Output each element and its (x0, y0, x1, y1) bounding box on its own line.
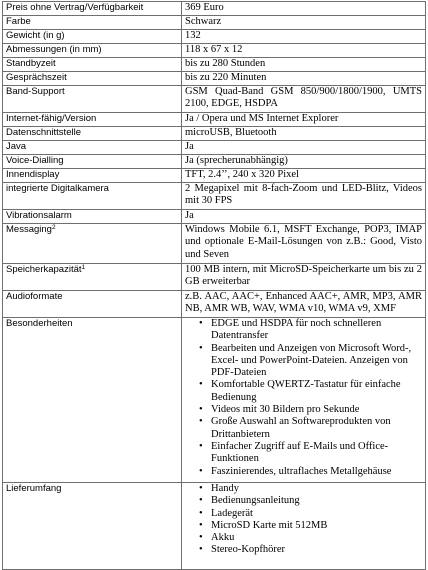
list-item: • Bearbeiten und Anzeigen von Microsoft Word-, Excel- und PowerPoint-Dateien. Anzeigen von PDF-Dateien (185, 343, 422, 380)
row-label: Preis ohne Vertrag/Verfügbarkeit (3, 2, 182, 16)
list-item: • Komfortable QWERTZ-Tastatur für einfache Bedienung (185, 379, 422, 404)
row-label: Lieferumfang (3, 483, 182, 570)
row-value: Ja / Opera und MS Internet Explorer (182, 113, 426, 127)
row-value: 118 x 67 x 12 (182, 44, 426, 58)
row-label-text: Speicherkapazität (6, 264, 82, 275)
list-item: • MicroSD Karte mit 512MB (185, 520, 422, 532)
spec-table (2, 1, 426, 570)
row-label: Vibrationsalarm (3, 210, 182, 224)
row-label: Datenschnittstelle (3, 127, 182, 141)
row-value: z.B. AAC, AAC+, Enhanced AAC+, AMR, MP3, AMR NB, AMR WB, WAV, WMA v10, WMA v9, XMF (182, 291, 426, 318)
list-item: • Akku (185, 532, 422, 544)
table-row (3, 224, 426, 264)
row-value: Ja (sprecherunabhängig) (182, 155, 426, 169)
list-item: • EDGE und HSDPA für noch schnelleren Datentransfer (185, 318, 422, 343)
table-row (3, 113, 426, 127)
row-value: GSM Quad-Band GSM 850/900/1800/1900, UMTS 2100, EDGE, HSDPA (182, 86, 426, 113)
row-value: Windows Mobile 6.1, MSFT Exchange, POP3, IMAP und optionale E-Mail-Lösungen von z.B.: Good, Visto und Seven (182, 224, 426, 264)
besonderheiten-list-cell (182, 318, 426, 483)
row-label: Internet-fähig/Version (3, 113, 182, 127)
list-item: • Faszinierendes, ultraflaches Metallgehäuse (185, 466, 422, 478)
table-row (3, 86, 426, 113)
row-label: Gesprächszeit (3, 72, 182, 86)
row-value: 100 MB intern, mit MicroSD-Speicherkarte um bis zu 2 GB erweiterbar (182, 264, 426, 291)
row-label: integrierte Digitalkamera (3, 183, 182, 210)
list-item: • Handy (185, 483, 422, 495)
row-label: Abmessungen (in mm) (3, 44, 182, 58)
row-label: Standbyzeit (3, 58, 182, 72)
table-row (3, 291, 426, 318)
table-row (3, 155, 426, 169)
row-label: Gewicht (in g) (3, 30, 182, 44)
row-value: Schwarz (182, 16, 426, 30)
table-row (3, 127, 426, 141)
table-row (3, 169, 426, 183)
row-value: microUSB, Bluetooth (182, 127, 426, 141)
row-label: Voice-Dialling (3, 155, 182, 169)
row-label: Farbe (3, 16, 182, 30)
lieferumfang-list (185, 483, 422, 557)
table-row (3, 141, 426, 155)
list-item: • Videos mit 30 Bildern pro Sekunde (185, 404, 422, 416)
lieferumfang-list-cell (182, 483, 426, 570)
row-value: 2 Megapixel mit 8-fach-Zoom und LED-Blitz, Videos mit 30 FPS (182, 183, 426, 210)
list-item: • Bedienungsanleitung (185, 495, 422, 507)
row-value: 369 Euro (182, 2, 426, 16)
table-row (3, 16, 426, 30)
row-label (3, 264, 182, 291)
table-row (3, 30, 426, 44)
table-row (3, 210, 426, 224)
footnote-marker: 1 (81, 264, 86, 271)
table-row (3, 183, 426, 210)
table-row (3, 44, 426, 58)
row-value: TFT, 2.4’’, 240 x 320 Pixel (182, 169, 426, 183)
list-item: • Einfacher Zugriff auf E-Mails und Office-Funktionen (185, 441, 422, 466)
row-label: Audioformate (3, 291, 182, 318)
besonderheiten-list (185, 318, 422, 478)
table-row (3, 264, 426, 291)
list-item: • Ladegerät (185, 508, 422, 520)
row-value: bis zu 220 Minuten (182, 72, 426, 86)
row-value: 132 (182, 30, 426, 44)
row-label: Innendisplay (3, 169, 182, 183)
table-row (3, 318, 426, 483)
table-row (3, 58, 426, 72)
footnote-marker: 2 (51, 224, 56, 231)
table-row (3, 483, 426, 570)
row-label: Band-Support (3, 86, 182, 113)
row-value: Ja (182, 210, 426, 224)
row-label: Besonderheiten (3, 318, 182, 483)
list-item: • Stereo-Kopfhörer (185, 544, 422, 556)
table-row (3, 2, 426, 16)
row-label: Java (3, 141, 182, 155)
row-value: bis zu 280 Stunden (182, 58, 426, 72)
row-label-text: Messaging (6, 224, 52, 235)
row-value: Ja (182, 141, 426, 155)
row-label (3, 224, 182, 264)
table-row (3, 72, 426, 86)
list-item: • Große Auswahl an Softwareprodukten von Drittanbietern (185, 416, 422, 441)
